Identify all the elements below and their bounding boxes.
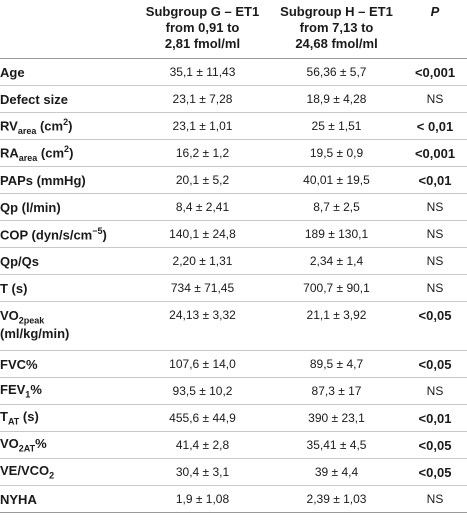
label-text: Qp/Qs [0,253,40,269]
row-label [0,221,135,248]
label-text: Age [0,64,25,80]
label-superscript: 2 [63,116,69,127]
subgroup-g-value: 35,1 ± 11,43 [135,59,270,86]
label-text: % [30,382,42,398]
subgroup-h-value: 390 ± 23,1 [270,405,403,432]
subgroup-h-value: 87,3 ± 17 [270,378,403,405]
label-text: RV [0,117,18,133]
label-text: ) [68,117,73,133]
header-subgroup-g-line1: Subgroup G – ET1 [145,4,260,19]
p-value: <0,05 [403,459,467,486]
label-subscript: area [18,152,38,163]
label-subscript: area [17,125,37,136]
p-value: <0,001 [403,140,467,167]
table-row [0,59,467,86]
label-subscript: 2AT [18,443,36,454]
label-text: RA [0,144,19,160]
label-text: VO [0,436,19,452]
subgroup-g-value: 20,1 ± 5,2 [135,167,270,194]
subgroup-h-value: 18,9 ± 4,28 [270,86,403,113]
subgroup-h-value: 35,41 ± 4,5 [270,432,403,459]
header-parameter [0,0,135,59]
subgroup-g-value: 93,5 ± 10,2 [135,378,270,405]
subgroup-h-value: 8,7 ± 2,5 [270,194,403,221]
label-subscript: 2peak [18,315,45,326]
table-row [0,113,467,140]
label-text: T (s) [0,280,28,296]
subgroup-h-value: 25 ± 1,51 [270,113,403,140]
label-text: (cm [37,144,65,160]
table-row [0,86,467,113]
table-row [0,405,467,432]
label-subscript: AT [7,416,20,427]
table-row [0,302,467,351]
subgroup-h-value: 40,01 ± 19,5 [270,167,403,194]
header-subgroup-g-line3: 2,81 fmol/ml [164,36,241,51]
label-text: (s) [19,409,39,425]
subgroup-h-value: 21,1 ± 3,92 [270,302,403,351]
subgroup-g-value: 455,6 ± 44,9 [135,405,270,432]
label-superscript: 2 [64,143,70,154]
table-row [0,140,467,167]
header-subgroup-g [135,0,270,59]
row-label [0,275,135,302]
table-row [0,486,467,513]
header-subgroup-h [270,0,403,59]
table-row [0,432,467,459]
label-text: T [0,409,8,425]
p-value: <0,01 [403,405,467,432]
p-value: NS [403,486,467,513]
p-value: <0,05 [403,432,467,459]
header-subgroup-h-line2: from 7,13 to [299,20,374,35]
table-row [0,351,467,378]
row-label [0,167,135,194]
label-text: VE/VCO [0,463,50,479]
label-subscript: 2 [49,470,55,481]
p-value: NS [403,378,467,405]
p-value: <0,01 [403,167,467,194]
row-label [0,86,135,113]
row-label [0,248,135,275]
subgroup-g-value: 107,6 ± 14,0 [135,351,270,378]
table-row [0,275,467,302]
label-text: PAPs (mmHg) [0,172,86,188]
label-text: (ml/kg/min) [0,325,70,341]
row-label [0,194,135,221]
subgroup-g-value: 23,1 ± 7,28 [135,86,270,113]
table-row [0,248,467,275]
label-superscript: −5 [92,225,103,236]
label-text: FVC% [0,356,38,372]
subgroup-h-value: 2,34 ± 1,4 [270,248,403,275]
row-label [0,113,135,140]
row-label [0,432,135,459]
subgroup-g-value: 1,9 ± 1,08 [135,486,270,513]
p-value: NS [403,86,467,113]
row-label [0,140,135,167]
p-value: NS [403,275,467,302]
header-subgroup-g-line2: from 0,91 to [165,20,240,35]
row-label [0,405,135,432]
row-label [0,459,135,486]
subgroup-g-value: 2,20 ± 1,31 [135,248,270,275]
p-value: <0,001 [403,59,467,86]
subgroup-h-value: 39 ± 4,4 [270,459,403,486]
row-label [0,351,135,378]
label-text: % [35,436,47,452]
label-text: FEV [0,382,26,398]
row-label [0,486,135,513]
label-text: Defect size [0,91,68,107]
subgroup-h-value: 189 ± 130,1 [270,221,403,248]
header-subgroup-h-line3: 24,68 fmol/ml [295,36,378,51]
subgroup-h-value: 19,5 ± 0,9 [270,140,403,167]
label-text: NYHA [0,491,37,507]
header-p-value: P [403,0,467,59]
subgroup-g-value: 16,2 ± 1,2 [135,140,270,167]
p-value: <0,05 [403,302,467,351]
subgroup-g-value: 24,13 ± 3,32 [135,302,270,351]
header-row [0,0,467,59]
label-text: ) [69,144,74,160]
subgroup-h-value: 700,7 ± 90,1 [270,275,403,302]
subgroup-g-value: 30,4 ± 3,1 [135,459,270,486]
table-row [0,378,467,405]
table-row [0,221,467,248]
label-text: VO [0,308,19,323]
label-text: (cm [36,117,64,133]
p-value: <0,05 [403,351,467,378]
header-subgroup-h-line1: Subgroup H – ET1 [280,4,393,19]
table-row [0,194,467,221]
label-text: COP (dyn/s/cm [0,227,93,243]
subgroup-h-value: 89,5 ± 4,7 [270,351,403,378]
p-value: NS [403,194,467,221]
subgroup-g-value: 8,4 ± 2,41 [135,194,270,221]
row-label [0,59,135,86]
p-value: NS [403,248,467,275]
table-row [0,167,467,194]
label-subscript: 1 [25,389,31,400]
subgroup-g-value: 41,4 ± 2,8 [135,432,270,459]
row-label [0,378,135,405]
p-value: < 0,01 [403,113,467,140]
subgroup-h-value: 2,39 ± 1,03 [270,486,403,513]
label-text: Qp (l/min) [0,199,61,215]
subgroup-g-value: 23,1 ± 1,01 [135,113,270,140]
subgroup-g-value: 140,1 ± 24,8 [135,221,270,248]
subgroup-h-value: 56,36 ± 5,7 [270,59,403,86]
row-label [0,302,135,351]
subgroup-g-value: 734 ± 71,45 [135,275,270,302]
label-text: ) [102,227,107,243]
table-row [0,459,467,486]
p-value: NS [403,221,467,248]
